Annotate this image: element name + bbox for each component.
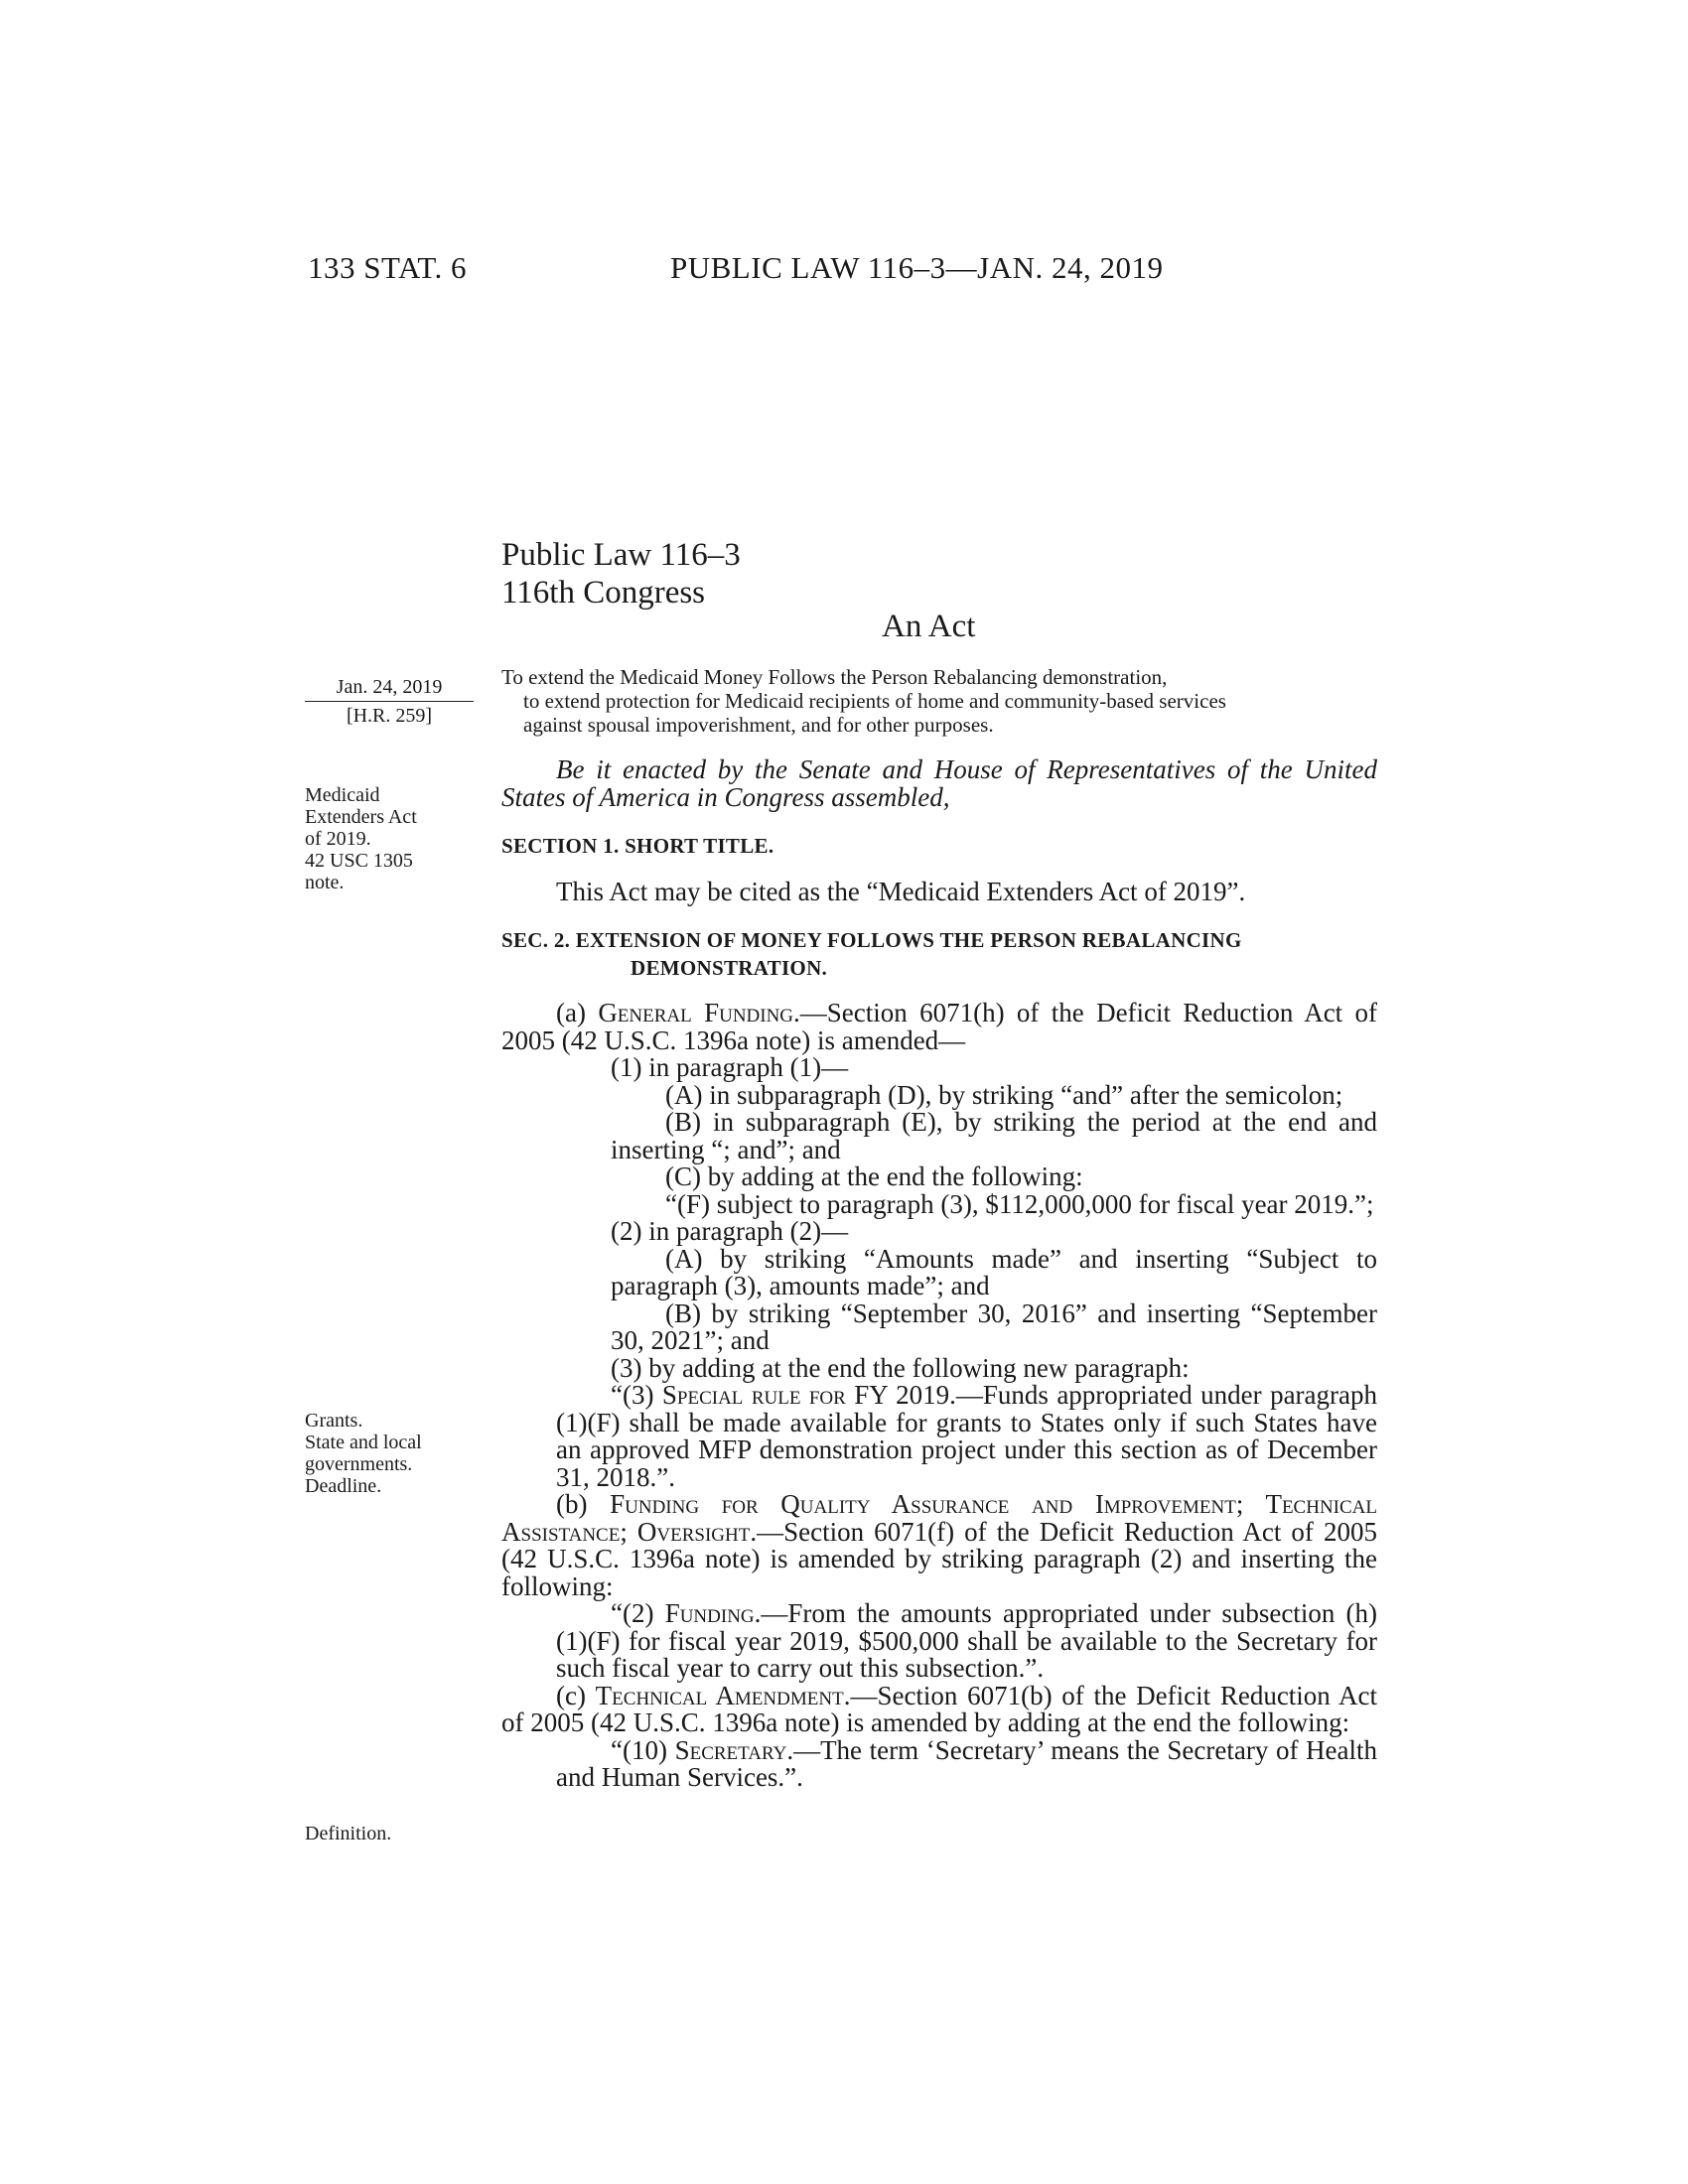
purpose-clause: To extend the Medicaid Money Follows the Person Rebalancing demonstration, to extend protection for Medicaid recipients of home and community-based services against spousal impoverishment, and for other purposes.: [501, 665, 1226, 737]
margin-date-box: [305, 673, 474, 730]
quoted-subparagraph-F: “(F) subject to paragraph (3), $112,000,000 for fiscal year 2019.”;: [665, 1188, 1374, 1219]
paragraph-a1: (1) in paragraph (1)—: [611, 1052, 849, 1082]
public-law-number: Public Law 116–3: [501, 537, 741, 573]
subsection-c: (c) Technical Amendment.—Section 6071(b) of the Deficit Reduction Act of 2005 (42 U.S.C. 1396a note) is amended by adding at the end the following:: [501, 1680, 1377, 1737]
subsection-a: (a) General Funding.—Section 6071(h) of the Deficit Reduction Act of 2005 (42 U.S.C. 1396a note) is amended—: [501, 998, 1377, 1055]
margin-note-grants: Grants. State and local governments. Deadline.: [305, 1410, 422, 1497]
bill-number: [H.R. 259]: [346, 705, 433, 727]
section-2-heading: SEC. 2. EXTENSION OF MONEY FOLLOWS THE PERSON REBALANCING DEMONSTRATION.: [501, 928, 1242, 980]
quoted-paragraph-2: “(2) Funding.—From the amounts appropriated under subsection (h)(1)(F) for fiscal year 2019, $500,000 shall be available to the Secretary for such fiscal year to carry out this subsection.”.: [556, 1598, 1378, 1683]
subparagraph-a1A: (A) in subparagraph (D), by striking “and” after the semicolon;: [665, 1079, 1343, 1110]
section-1-heading: SECTION 1. SHORT TITLE.: [501, 834, 774, 858]
subparagraph-a2A: (A) by striking “Amounts made” and inserting “Subject to paragraph (3), amounts made”; and: [611, 1243, 1377, 1300]
paragraph-a2: (2) in paragraph (2)—: [611, 1216, 849, 1246]
margin-note-definition: Definition.: [305, 1823, 392, 1844]
margin-note-short-title: Medicaid Extenders Act of 2019. 42 USC 1305 note.: [305, 784, 417, 893]
running-header-title: PUBLIC LAW 116–3—JAN. 24, 2019: [670, 250, 1164, 285]
subparagraph-a1C: (C) by adding at the end the following:: [665, 1161, 1083, 1191]
congress-number: 116th Congress: [501, 575, 706, 611]
act-heading: An Act: [882, 609, 976, 644]
law-title-block: [501, 536, 741, 612]
law-body: [501, 756, 1377, 1792]
subsection-b: (b) Funding for Quality Assurance and Improvement; Technical Assistance; Oversight.—Section 6071(f) of the Deficit Reduction Act of 2005 (42 U.S.C. 1396a note) is amended by striking paragraph (2) and inserting the following:: [501, 1489, 1378, 1601]
quoted-paragraph-3: “(3) Special rule for FY 2019.—Funds appropriated under paragraph (1)(F) shall be made available for grants to States only if such States have an approved MFP demonstration project under this section as of December 31, 2018.”.: [556, 1380, 1377, 1492]
subparagraph-a1B: (B) in subparagraph (E), by striking the period at the end and inserting “; and”; and: [611, 1107, 1377, 1164]
paragraph-a3: (3) by adding at the end the following new paragraph:: [611, 1352, 1190, 1383]
page-stat-number: 133 STAT. 6: [308, 250, 468, 285]
quoted-paragraph-10: “(10) Secretary.—The term ‘Secretary’ means the Secretary of Health and Human Services.”.: [556, 1734, 1377, 1792]
subparagraph-a2B: (B) by striking “September 30, 2016” and inserting “September 30, 2021”; and: [611, 1297, 1377, 1355]
enactment-date: Jan. 24, 2019: [336, 676, 443, 698]
enacting-clause: Be it enacted by the Senate and House of Representatives of the United States of America in Congress assembled,: [501, 754, 1377, 812]
section-1-text: This Act may be cited as the “Medicaid Extenders Act of 2019”.: [556, 876, 1246, 906]
